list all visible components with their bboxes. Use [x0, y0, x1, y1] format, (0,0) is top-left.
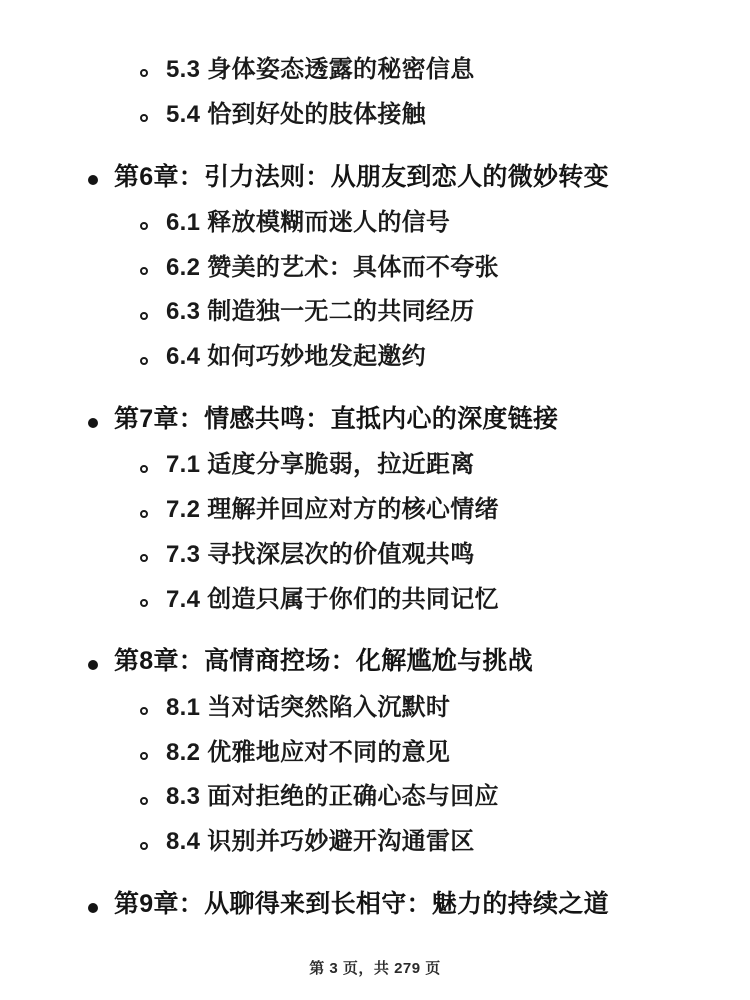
toc-chapter-label: 第8章：高情商控场：化解尴尬与挑战 — [114, 647, 534, 676]
toc-section-label: 7.3 寻找深层次的价值观共鸣 — [166, 540, 475, 568]
bullet-circle-icon — [140, 842, 148, 850]
toc-section-group — [54, 451, 696, 614]
toc-section-label: 8.4 识别并巧妙避开沟通雷区 — [166, 828, 475, 856]
toc-section-label: 8.1 当对话突然陷入沉默时 — [166, 693, 451, 721]
toc-section-label: 8.3 面对拒绝的正确心态与回应 — [166, 783, 499, 811]
bullet-circle-icon — [140, 312, 148, 320]
toc-section-label: 6.2 赞美的艺术：具体而不夸张 — [166, 253, 499, 281]
toc-section-label: 7.1 适度分享脆弱，拉近距离 — [166, 451, 475, 479]
bullet-circle-icon — [140, 752, 148, 760]
toc-section-label: 6.1 释放模糊而迷人的信号 — [166, 208, 451, 236]
toc-chapter-entry[interactable] — [54, 404, 696, 435]
toc-section-label: 6.3 制造独一无二的共同经历 — [166, 298, 475, 326]
toc-chapter-entry[interactable] — [54, 646, 696, 677]
toc-section-entry[interactable] — [54, 254, 696, 283]
bullet-circle-icon — [140, 222, 148, 230]
toc-section-label: 7.4 创造只属于你们的共同记忆 — [166, 585, 499, 613]
toc-section-entry[interactable] — [54, 451, 696, 480]
toc-section-entry[interactable] — [54, 101, 696, 130]
bullet-circle-icon — [140, 510, 148, 518]
bullet-circle-icon — [140, 797, 148, 805]
bullet-circle-icon — [140, 465, 148, 473]
toc-section-entry[interactable] — [54, 56, 696, 85]
toc-section-group — [54, 694, 696, 857]
toc-chapter-entry[interactable] — [54, 889, 696, 920]
toc-section-label: 5.4 恰到好处的肢体接触 — [166, 100, 426, 128]
toc-section-entry[interactable] — [54, 209, 696, 238]
bullet-circle-icon — [140, 267, 148, 275]
toc-section-group — [54, 56, 696, 130]
toc-section-entry[interactable] — [54, 343, 696, 372]
toc-section-entry[interactable] — [54, 586, 696, 615]
bullet-disc-icon — [88, 175, 98, 185]
toc-chapter-label: 第9章：从聊得来到长相守：魅力的持续之道 — [114, 889, 609, 918]
bullet-disc-icon — [88, 903, 98, 913]
toc-section-label: 8.2 优雅地应对不同的意见 — [166, 738, 451, 766]
bullet-circle-icon — [140, 707, 148, 715]
page-footer: 第 3 页，共 279 页 — [309, 960, 441, 977]
toc-section-entry[interactable] — [54, 739, 696, 768]
toc-chapter-label: 第6章：引力法则：从朋友到恋人的微妙转变 — [114, 162, 609, 191]
toc-section-entry[interactable] — [54, 541, 696, 570]
toc-section-entry[interactable] — [54, 828, 696, 857]
toc-section-label: 5.3 身体姿态透露的秘密信息 — [166, 56, 475, 83]
bullet-disc-icon — [88, 418, 98, 428]
toc-section-entry[interactable] — [54, 298, 696, 327]
bullet-circle-icon — [140, 114, 148, 122]
bullet-circle-icon — [140, 357, 148, 365]
toc-section-group — [54, 209, 696, 372]
bullet-circle-icon — [140, 554, 148, 562]
toc-section-entry[interactable] — [54, 496, 696, 525]
bullet-disc-icon — [88, 660, 98, 670]
bullet-circle-icon — [140, 69, 148, 77]
toc-chapter-label: 第7章：情感共鸣：直抵内心的深度链接 — [114, 405, 559, 434]
table-of-contents — [54, 56, 696, 920]
bullet-circle-icon — [140, 599, 148, 607]
toc-chapter-entry[interactable] — [54, 162, 696, 193]
toc-section-label: 7.2 理解并回应对方的核心情绪 — [166, 496, 499, 524]
toc-section-entry[interactable] — [54, 694, 696, 723]
toc-section-label: 6.4 如何巧妙地发起邀约 — [166, 343, 426, 371]
toc-section-entry[interactable] — [54, 783, 696, 812]
